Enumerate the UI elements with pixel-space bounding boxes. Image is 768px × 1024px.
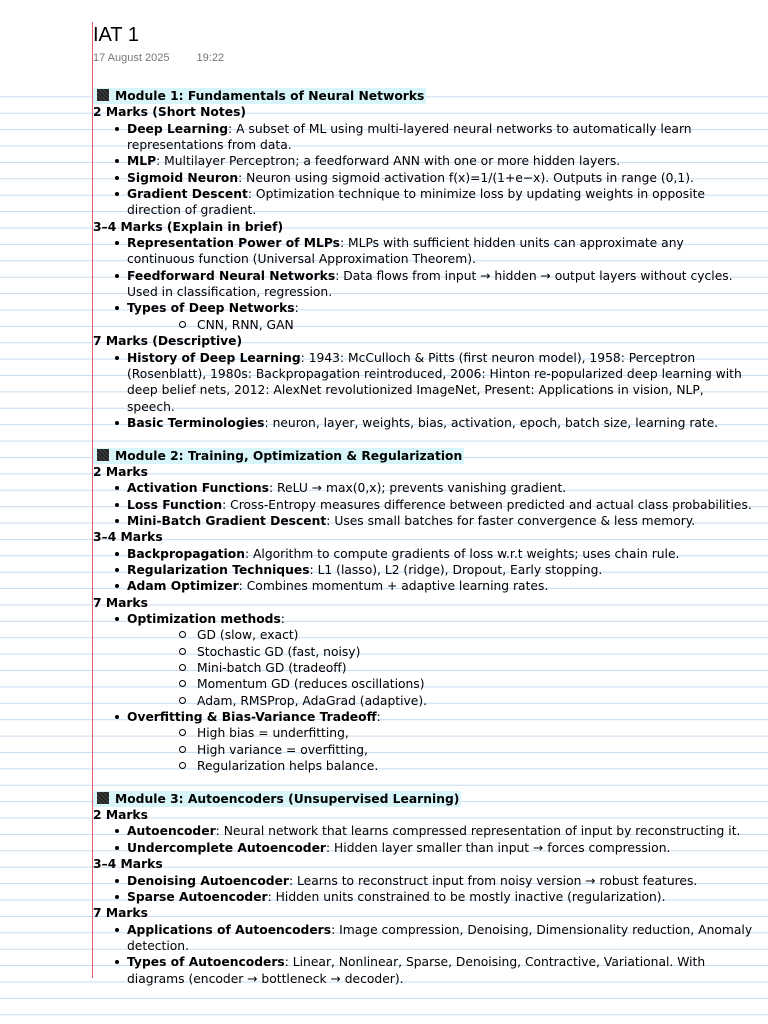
list-item	[93, 922, 753, 955]
list-item	[93, 513, 753, 529]
item-text: : Algorithm to compute gradients of loss w.r.t weights; uses chain rule.	[244, 546, 680, 561]
marks-heading: 7 Marks	[93, 906, 148, 921]
page-meta	[93, 52, 224, 64]
list-item	[93, 709, 753, 774]
item-text: : A subset of ML using multi-layered neural networks to automatically learn representations from data.	[127, 121, 692, 153]
bullet-list	[93, 480, 753, 529]
item-term: Adam Optimizer	[127, 579, 239, 594]
bullet-list	[93, 235, 753, 333]
list-item	[93, 954, 753, 987]
item-text: : L1 (lasso), L2 (ridge), Dropout, Early stopping.	[309, 562, 603, 577]
marks-heading: 2 Marks	[93, 808, 148, 823]
marks-heading: 2 Marks	[93, 464, 148, 479]
item-text: : neuron, layer, weights, bias, activation, epoch, batch size, learning rate.	[264, 415, 719, 430]
list-item	[93, 121, 753, 154]
item-text: : Neuron using sigmoid activation f(x)=1/(1+e−x). Outputs in range (0,1).	[238, 170, 694, 185]
item-term: Applications of Autoencoders	[127, 922, 332, 937]
item-text: : Image compression, Denoising, Dimensionality reduction, Anomaly detection.	[127, 922, 753, 953]
bullet-list	[93, 922, 753, 987]
item-term: Undercomplete Autoencoder	[127, 840, 326, 855]
item-term: Optimization methods	[127, 612, 281, 626]
notebook-icon	[97, 89, 109, 101]
sub-bullet-list	[127, 317, 753, 333]
list-item	[93, 497, 753, 513]
list-item	[93, 578, 753, 594]
item-term: MLP	[127, 154, 157, 169]
item-text: :	[376, 710, 381, 725]
module-heading-row	[93, 88, 753, 104]
marks-heading: 2 Marks (Short Notes)	[93, 105, 247, 120]
list-item	[93, 300, 753, 333]
item-text: : Cross-Entropy measures difference between predicted and actual class probabilities.	[222, 497, 752, 512]
module-title: Module 1: Fundamentals of Neural Networks	[115, 89, 425, 103]
item-term: Autoencoder	[127, 824, 216, 839]
item-term: Representation Power of MLPs	[127, 236, 340, 251]
sub-bullet-list	[127, 725, 753, 774]
bullet-list	[93, 546, 753, 595]
item-term: Feedforward Neural Networks	[127, 268, 336, 283]
module-heading	[93, 791, 461, 807]
item-text: : Neural network that learns compressed representation of input by reconstructing it.	[215, 824, 741, 839]
list-item	[93, 235, 753, 268]
item-term: Deep Learning	[127, 121, 229, 136]
sub-list-item: Adam, RMSProp, AdaGrad (adaptive).	[127, 693, 753, 709]
marks-heading: 3–4 Marks (Explain in brief)	[93, 219, 284, 234]
marks-heading: 3–4 Marks	[93, 530, 163, 545]
item-text: : ReLU → max(0,x); prevents vanishing gradient.	[269, 481, 567, 496]
module-heading	[93, 88, 426, 104]
notebook-icon	[97, 449, 109, 461]
item-text: : Optimization technique to minimize loss by updating weights in opposite direction of gradient.	[127, 187, 705, 218]
blank-line	[93, 431, 753, 447]
list-item	[93, 480, 753, 496]
list-item	[93, 889, 753, 905]
item-text: : Learns to reconstruct input from noisy version → robust features.	[288, 873, 698, 888]
item-text: : Hidden layer smaller than input → forces compression.	[326, 840, 671, 855]
list-item	[93, 873, 753, 889]
item-text: : Linear, Nonlinear, Sparse, Denoising, Contractive, Variational. With diagrams (encoder → bottleneck → decoder).	[127, 955, 706, 986]
list-item	[93, 350, 753, 415]
item-text: : MLPs with sufficient hidden units can approximate any continuous function (Universal Approximation Theorem).	[127, 236, 684, 267]
item-term: Basic Terminologies	[127, 415, 265, 430]
module-title: Module 2: Training, Optimization & Regularization	[115, 448, 463, 463]
sub-list-item: Momentum GD (reduces oscillations)	[127, 676, 753, 692]
item-term: Types of Autoencoders	[127, 955, 285, 970]
blank-line	[93, 774, 753, 790]
bullet-list	[93, 873, 753, 906]
item-term: Mini-Batch Gradient Descent	[127, 513, 327, 528]
item-term: History of Deep Learning	[127, 350, 301, 365]
list-item	[93, 562, 753, 578]
list-item	[93, 170, 753, 186]
item-term: Activation Functions	[127, 481, 269, 496]
module-title: Module 3: Autoencoders (Unsupervised Learning)	[115, 791, 460, 806]
item-term: Regularization Techniques	[127, 562, 310, 577]
item-text: :	[280, 612, 285, 626]
item-term: Overfitting & Bias-Variance Tradeoff	[127, 710, 377, 725]
sub-list-item: High bias = underfitting,	[127, 725, 753, 741]
bullet-list	[93, 823, 753, 856]
item-term: Types of Deep Networks	[127, 301, 295, 316]
item-text: : Combines momentum + adaptive learning rates.	[238, 579, 549, 594]
list-item	[93, 268, 753, 301]
sub-list-item: High variance = overfitting,	[127, 742, 753, 758]
sub-list-item: Mini-batch GD (tradeoff)	[127, 660, 753, 676]
item-term: Denoising Autoencoder	[127, 873, 289, 888]
item-text: : 1943: McCulloch & Pitts (first neuron model), 1958: Perceptron (Rosenblatt), 1980s: Backpropagation reintroduced, 2006: Hinton re-popularized deep learning with deep belief nets, 2012: AlexNet revolutionized ImageNet, Present: Applications in vision, NLP, speech.	[127, 350, 742, 414]
list-item	[93, 840, 753, 856]
sub-list-item: CNN, RNN, GAN	[127, 317, 753, 333]
sub-list-item: GD (slow, exact)	[127, 627, 753, 643]
list-item	[93, 823, 753, 839]
sub-list-item: Regularization helps balance.	[127, 758, 753, 774]
list-item	[93, 186, 753, 219]
sub-list-item: Stochastic GD (fast, noisy)	[127, 644, 753, 660]
bullet-list	[93, 350, 753, 432]
marks-heading: 7 Marks	[93, 595, 148, 610]
item-term: Sigmoid Neuron	[127, 170, 239, 185]
marks-heading: 3–4 Marks	[93, 857, 163, 872]
page-date: 17 August 2025	[93, 52, 170, 64]
item-text: : Multilayer Perceptron; a feedforward ANN with one or more hidden layers.	[156, 154, 621, 169]
item-text: : Data flows from input → hidden → output layers without cycles. Used in classification, regression.	[127, 268, 733, 300]
module-heading-row	[93, 448, 753, 464]
item-term: Loss Function	[127, 497, 223, 512]
notebook-icon	[97, 792, 109, 804]
bullet-list	[93, 611, 753, 774]
item-text: :	[294, 301, 299, 316]
list-item	[93, 415, 753, 431]
marks-heading: 7 Marks (Descriptive)	[93, 334, 243, 349]
item-term: Sparse Autoencoder	[127, 889, 268, 904]
page-title[interactable]: IAT 1	[93, 24, 139, 46]
bullet-list	[93, 121, 753, 219]
sub-bullet-list	[127, 627, 753, 709]
list-item	[93, 546, 753, 562]
list-item	[93, 153, 753, 169]
module-heading-row	[93, 791, 753, 807]
item-term: Backpropagation	[127, 546, 245, 561]
item-text: : Uses small batches for faster convergence & less memory.	[326, 513, 696, 528]
page-time: 19:22	[196, 52, 225, 64]
item-text: : Hidden units constrained to be mostly inactive (regularization).	[267, 889, 666, 904]
note-content[interactable]	[93, 88, 753, 987]
item-term: Gradient Descent	[127, 187, 248, 202]
list-item	[93, 611, 753, 709]
module-heading	[93, 448, 464, 464]
